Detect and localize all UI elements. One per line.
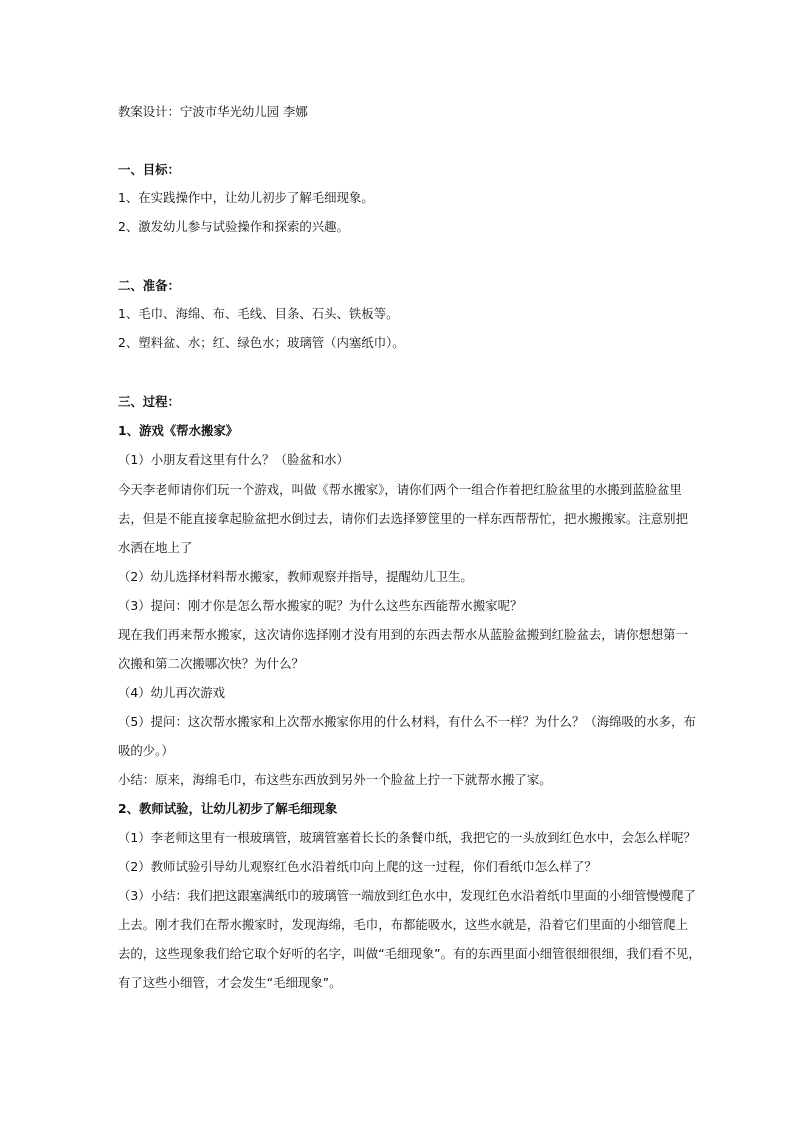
process-line: 水洒在地上了	[118, 540, 193, 555]
process-line: （4）幼儿再次游戏	[118, 685, 226, 700]
goal-item: 1、在实践操作中，让幼儿初步了解毛细现象。	[118, 190, 374, 205]
process-line: 吸的少。）	[118, 743, 174, 758]
process-line: 上去。刚才我们在帮水搬家时，发现海绵，毛巾，布都能吸水，这些水就是，沿着它们里面的小细管爬上	[118, 917, 688, 932]
process-line: （5）提问：这次帮水搬家和上次帮水搬家你用的什么材料，有什么不一样？为什么？（海绵吸的水多，布	[118, 714, 696, 729]
process-line: 现在我们再来帮水搬家，这次请你选择刚才没有用到的东西去帮水从蓝脸盆搬到红脸盆去，请你想想第一	[118, 627, 688, 642]
process-line: （2）幼儿选择材料帮水搬家，教师观察并指导，提醒幼儿卫生。	[118, 569, 473, 584]
section-preparation-heading: 二、准备：	[118, 278, 180, 293]
process-line: （3）提问：刚才你是怎么帮水搬家的呢？为什么这些东西能帮水搬家呢？	[118, 598, 523, 613]
process-part1-heading: 1、游戏《帮水搬家》	[118, 423, 239, 438]
process-part2-heading: 2、教师试验，让幼儿初步了解毛细现象	[118, 801, 338, 816]
process-line: 去，但是不能直接拿起脸盆把水倒过去，请你们去选择箩筐里的一样东西帮帮忙，把水搬搬家。注意别把	[118, 511, 688, 526]
goal-item: 2、激发幼儿参与试验操作和探索的兴趣。	[118, 219, 349, 234]
preparation-item: 2、塑料盆、水；红、绿色水；玻璃管（内塞纸巾）。	[118, 335, 405, 350]
process-line: 小结：原来，海绵毛巾，布这些东西放到另外一个脸盆上拧一下就帮水搬了家。	[118, 772, 552, 787]
process-line: （2）教师试验引导幼儿观察红色水沿着纸巾向上爬的这一过程，你们看纸巾怎么样了？	[118, 859, 597, 874]
process-line: 有了这些小细管，才会发生“毛细现象”。	[118, 975, 342, 990]
section-process-heading: 三、过程：	[118, 394, 180, 409]
process-line: 今天李老师请你们玩一个游戏，叫做《帮水搬家》，请你们两个一组合作着把红脸盆里的水搬到蓝脸盆里	[118, 482, 682, 497]
process-line: （3）小结：我们把这跟塞满纸巾的玻璃管一端放到红色水中，发现红色水沿着纸巾里面的小细管慢慢爬了	[118, 888, 696, 903]
process-line: （1）李老师这里有一根玻璃管，玻璃管塞着长长的条餐巾纸，我把它的一头放到红色水中，会怎么样呢？	[118, 830, 696, 845]
process-line: 次搬和第二次搬哪次快？为什么？	[118, 656, 304, 671]
preparation-item: 1、毛巾、海绵、布、毛线、目条、石头、铁板等。	[118, 306, 399, 321]
process-line: 去的，这些现象我们给它取个好听的名字，叫做“毛细现象”。有的东西里面小细管很细很细，我们看不见，	[118, 946, 701, 961]
author-line: 教案设计：宁波市华光幼儿园 李娜	[118, 104, 308, 119]
process-line: （1）小朋友看这里有什么？（脸盆和水）	[118, 452, 349, 467]
section-goals-heading: 一、目标：	[118, 162, 180, 177]
